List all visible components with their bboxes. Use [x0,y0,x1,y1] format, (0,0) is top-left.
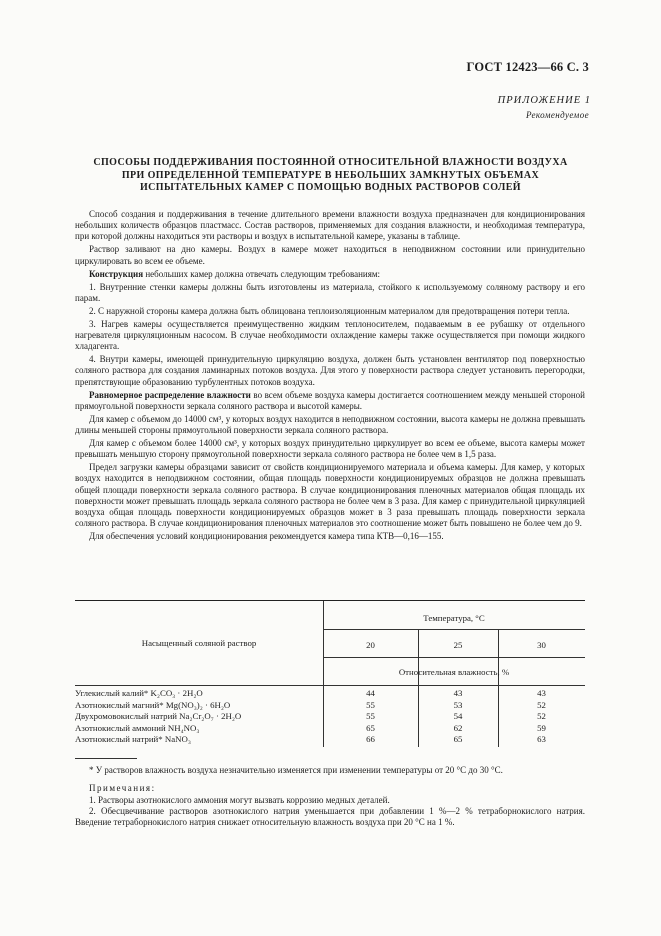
paragraph: Предел загрузки камеры образцами зависит от свойств кондиционируемого материала и объема камеры. Для камер, у которых воздух находится в неподвижном состоянии, общая площадь поверхности кондиционируемых образцов не должна превышать общей площади поверхности зеркала соляного раствора. В случае кондиционирования пленочных материалов общая площадь их поверхности может превышать площадь зеркала соляного раствора не более чем в 3 раза. Для камер с принудительной циркуляцией воздуха общая площадь поверхности кондиционируемых образцов может в 3 раза превышать площадь поверхности зеркала соляного раствора. В случае кондиционирования пленочных материалов это соотношение может быть повышено не более чем до 9. [75,462,585,529]
value-30: 43 [537,688,546,698]
paragraph: Раствор заливают на дно камеры. Воздух в камере может находиться в неподвижном состоянии или принудительно циркулировать во всем ее объеме. [75,244,585,266]
value-20: 66 [366,734,375,744]
value-30: 52 [537,699,546,710]
value-30: 63 [537,734,546,744]
salt-name: Азотнокислый магний* Mg(NO₃)₂ · 6H₂O [75,699,231,710]
salt-name: Углекислый калий* K₂CO₃ · 2H₂O [75,688,203,698]
paragraph: 4. Внутри камеры, имеющей принудительную циркуляцию воздуха, должен быть установлен вентилятор под поверхностью соляного раствора для создания ламинарных потоков воздуха. Для этого у поверхности раствора следует установить перегородки, препятствующие образованию турбулентных потоков воздуха. [75,354,585,387]
note-item: 1. Растворы азотнокислого аммония могут вызвать коррозию медных деталей. [89,795,390,805]
temperature-header: Температура, °С [423,613,485,623]
bold-term: Конструкция [89,268,144,279]
title-line: ПРИ ОПРЕДЕЛЕННОЙ ТЕМПЕРАТУРЕ В НЕБОЛЬШИХ ЗАМКНУТЫХ ОБЪЕМАХ [121,169,540,181]
paragraph: Для обеспечения условий кондиционирования рекомендуется камера типа КТВ—0,16—155. [89,531,444,542]
value-20: 55 [366,699,375,710]
body-text [75,209,585,544]
paragraph [75,269,585,280]
footnote: * У растворов влажность воздуха незначительно изменяется при изменении температуры от 20 °С до 30 °С. [89,765,503,775]
humidity-table [75,600,585,747]
value-20: 65 [366,722,375,733]
notes-heading: Примечания: [89,783,156,793]
humidity-header: Относительная влажность, % [398,667,510,677]
value-25: 65 [453,734,463,744]
salt-name: Азотнокислый натрий* NaNO₃ [75,734,191,744]
paragraph-rest: во всем объеме воздуха камеры достигается соотношением между меньшей стороной прямоугольной поверхности зеркала соляного раствора и высотой камеры. [75,389,586,411]
value-30: 59 [537,722,546,733]
temperature-30: 30 [537,640,546,650]
salt-name: Азотнокислый аммоний NH₄NO₃ [75,722,200,733]
paragraph: 1. Внутренние стенки камеры должны быть изготовлены из материала, стойкого к используемому соляному раствору и его парам. [75,281,585,303]
paragraph: Способ создания и поддерживания в течение длительного времени влажности воздуха предназначен для кондиционирования небольших количеств образцов пластмасс. Состав растворов, применяемых для создания влажности, и необходимая температура, при которой должны находиться эти растворы и воздух в испытательной камере, указаны в таблице. [75,209,585,242]
value-25: 62 [453,722,463,733]
paragraph: Для камер с объемом более 14000 см³, у которых воздух принудительно циркулирует во всем ее объеме, высота камеры может превышать меньшую сторону прямоугольной поверхности зеркала соляного раствора не более чем в 1,5 раза. [75,438,585,460]
paragraph [75,390,585,412]
value-20: 44 [366,688,375,698]
appendix-title [52,157,609,195]
value-25: 43 [453,688,463,698]
temperature-25: 25 [453,640,463,650]
value-20: 55 [366,711,375,721]
value-25: 54 [453,711,463,721]
bold-term: Равномерное распределение влажности [89,389,251,400]
salt-name: Двухромовокислый натрий Na₂Cr₂O₇ · 2H₂O [75,711,242,721]
recommended-label: Рекомендуемое [525,110,589,120]
paragraph-rest: небольших камер должна отвечать следующим требованиям: [143,268,381,279]
appendix-label: ПРИЛОЖЕНИЕ 1 [497,95,591,106]
note-item: 2. Обесцвечивание растворов азотнокислого натрия уменьшается при добавлении 1 %—2 % тетраборнокислого натрия. Введение тетраборнокислого натрия снижает относительную влажность воздуха при 20 °С на 1 %. [75,806,585,828]
standard-reference: ГОСТ 12423—66 С. 3 [466,60,589,74]
value-25: 53 [453,699,463,710]
salt-column-header: Насыщенный соляной раствор [141,638,257,648]
temperature-20: 20 [366,640,375,650]
paragraph: 2. С наружной стороны камера должна быть облицована теплоизоляционным материалом для предотвращения потери тепла. [89,305,570,316]
paragraph: Для камер с объемом до 14000 см³, у которых воздух находится в неподвижном состоянии, высота камеры не должна превышать длины меньшей стороны прямоугольной поверхности зеркала соляного раствора. [75,413,585,436]
title-line: ИСПЫТАТЕЛЬНЫХ КАМЕР С ПОМОЩЬЮ ВОДНЫХ РАСТВОРОВ СОЛЕЙ [140,182,521,194]
footnote-divider [75,758,137,759]
value-30: 52 [537,711,546,721]
paragraph: 3. Нагрев камеры осуществляется преимущественно жидким теплоносителем, подаваемым в ее рубашку от отдельного нагревателя циркуляционным насосом. В случае необходимости охлаждение камеры также осуществляется при помощи жидкого хладагента. [75,318,585,352]
title-line: СПОСОБЫ ПОДДЕРЖИВАНИЯ ПОСТОЯННОЙ ОТНОСИТЕЛЬНОЙ ВЛАЖНОСТИ ВОЗДУХА [93,157,568,168]
